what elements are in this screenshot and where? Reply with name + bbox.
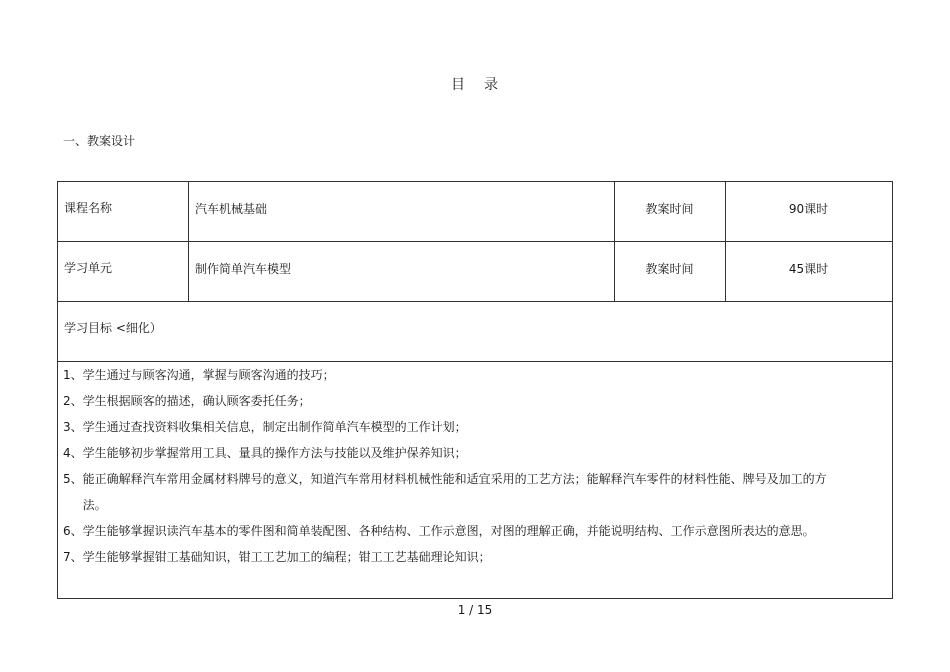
title-char-2: 录 bbox=[484, 77, 499, 93]
study-unit-value: 制作简单汽车模型 bbox=[195, 262, 292, 276]
section-heading: 一、教案设计 bbox=[63, 134, 136, 148]
list-item bbox=[63, 414, 843, 440]
list-item bbox=[63, 518, 843, 544]
list-item bbox=[63, 544, 843, 570]
page-number: 1 / 15 bbox=[457, 603, 493, 617]
lesson-time-value-2: 45课时 bbox=[788, 262, 829, 276]
objective-text: 学生通过与顾客沟通，掌握与顾客沟通的技巧； bbox=[82, 368, 335, 382]
objective-number: 7、 bbox=[63, 550, 83, 564]
list-item bbox=[63, 362, 843, 388]
objective-number: 2、 bbox=[63, 394, 83, 408]
objective-number: 4、 bbox=[63, 446, 83, 460]
page-title bbox=[0, 74, 950, 94]
objective-text: 学生通过查找资料收集相关信息，制定出制作简单汽车模型的工作计划； bbox=[82, 420, 467, 434]
row-divider-1 bbox=[58, 241, 892, 242]
objective-number: 6、 bbox=[63, 524, 83, 538]
learning-goals-label: 学习目标 <细化） bbox=[64, 321, 162, 335]
objective-text: 学生能够掌握钳工基础知识，钳工工艺加工的编程；钳工工艺基础理论知识； bbox=[82, 550, 491, 564]
title-char-1: 目 bbox=[451, 77, 466, 93]
objective-number: 3、 bbox=[63, 420, 83, 434]
objective-text: 能正确解释汽车常用金属材料牌号的意义，知道汽车常用材料机械性能和适宜采用的工艺方法；能解释汽车零件的材料性能、牌号及加工的方法。 bbox=[82, 472, 827, 512]
list-item bbox=[63, 440, 843, 466]
objective-text: 学生根据顾客的描述，确认顾客委托任务； bbox=[82, 394, 311, 408]
lesson-time-label-1: 教案时间 bbox=[645, 202, 694, 216]
objective-number: 1、 bbox=[63, 368, 83, 382]
list-item bbox=[63, 466, 843, 518]
study-unit-label: 学习单元 bbox=[64, 261, 113, 275]
objective-number: 5、 bbox=[63, 472, 83, 486]
col-divider-1 bbox=[188, 182, 189, 301]
course-name-label: 课程名称 bbox=[64, 201, 113, 215]
lesson-time-label-2: 教案时间 bbox=[645, 262, 694, 276]
objective-text: 学生能够初步掌握常用工具、量具的操作方法与技能以及维护保养知识； bbox=[82, 446, 467, 460]
course-name-value: 汽车机械基础 bbox=[195, 202, 268, 216]
list-item bbox=[63, 388, 843, 414]
objective-text: 学生能够掌握识读汽车基本的零件图和简单装配图、各种结构、工作示意图，对图的理解正确，并能说明结构、工作示意图所表达的意思。 bbox=[82, 524, 815, 538]
lesson-time-value-1: 90课时 bbox=[788, 202, 829, 216]
row-divider-2 bbox=[58, 301, 892, 302]
objectives-list bbox=[63, 362, 843, 570]
